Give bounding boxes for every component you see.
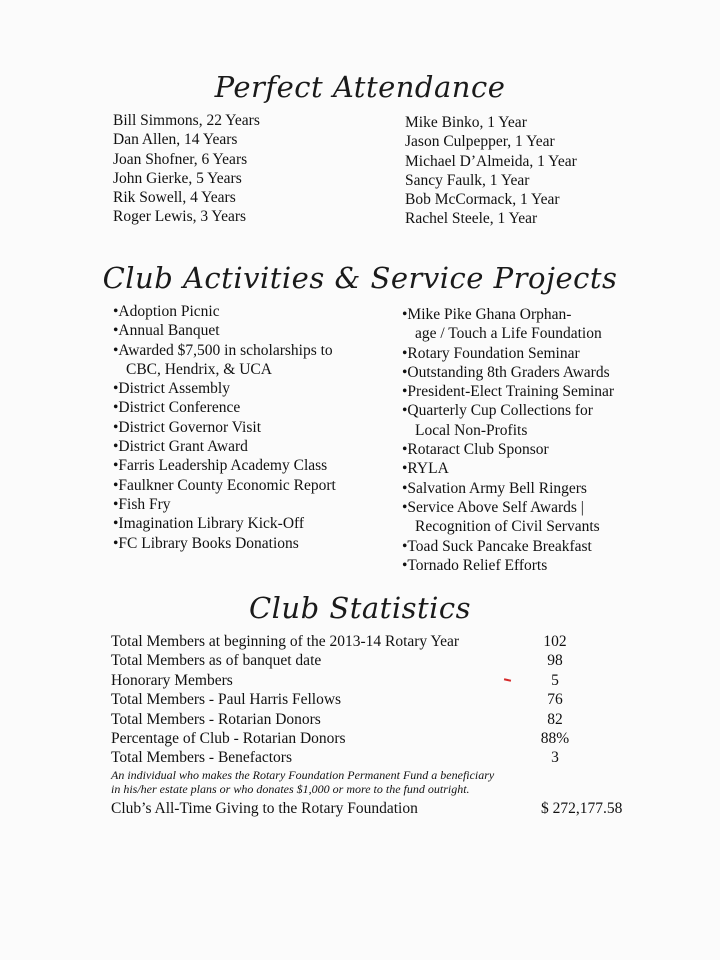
giving-value: $ 272,177.58 bbox=[541, 799, 623, 817]
statistics-row bbox=[111, 748, 651, 767]
activity-item-continuation: CBC, Hendrix, & UCA bbox=[126, 360, 272, 378]
attendance-entry: Rik Sowell, 4 Years bbox=[113, 189, 236, 207]
attendance-entry: John Gierke, 5 Years bbox=[113, 169, 242, 187]
attendance-entry: Jason Culpepper, 1 Year bbox=[405, 133, 555, 151]
statistics-label: Total Members at beginning of the 2013-14 Rotary Year bbox=[111, 633, 460, 650]
activities-right-column bbox=[402, 305, 614, 575]
statistics-value: 3 bbox=[551, 749, 559, 767]
benefactor-note-line: in his/her estate plans or who donates $1,000 or more to the fund outright. bbox=[111, 781, 470, 796]
attendance-entry: Rachel Steele, 1 Year bbox=[405, 210, 538, 228]
attendance-entry: Mike Binko, 1 Year bbox=[405, 114, 527, 131]
activity-item: •Imagination Library Kick-Off bbox=[113, 515, 305, 533]
statistics-label: Percentage of Club - Rotarian Donors bbox=[111, 729, 346, 747]
activity-item: •FC Library Books Donations bbox=[113, 534, 299, 552]
statistics-value: 102 bbox=[543, 633, 567, 650]
statistics-heading: Club Statistics bbox=[248, 591, 472, 625]
activity-item: •Fish Fry bbox=[113, 495, 171, 513]
statistics-value: 98 bbox=[547, 652, 563, 670]
activity-item: •Faulkner County Economic Report bbox=[113, 476, 336, 494]
perfect-attendance-heading: Perfect Attendance bbox=[214, 70, 506, 104]
activity-item: •Salvation Army Bell Ringers bbox=[402, 479, 587, 497]
statistics-value: 5 bbox=[551, 671, 559, 689]
activity-item: •District Grant Award bbox=[113, 438, 248, 456]
statistics-value: 76 bbox=[547, 691, 563, 709]
activity-item: •RYLA bbox=[402, 460, 449, 478]
activity-item: •District Assembly bbox=[113, 380, 230, 398]
activity-item: •Quarterly Cup Collections for bbox=[402, 402, 593, 420]
activity-item: •District Governor Visit bbox=[113, 418, 261, 436]
activity-item-continuation: Recognition of Civil Servants bbox=[415, 518, 600, 536]
activity-item: •Tornado Relief Efforts bbox=[402, 556, 548, 574]
attendance-entry: Michael D’Almeida, 1 Year bbox=[405, 152, 577, 170]
statistics-label: Total Members - Benefactors bbox=[111, 749, 292, 767]
activity-item: •Adoption Picnic bbox=[113, 303, 220, 320]
activity-item: •District Conference bbox=[113, 399, 241, 417]
statistics-label: Total Members as of banquet date bbox=[111, 652, 322, 670]
statistics-row bbox=[111, 729, 651, 748]
activity-item: •Outstanding 8th Graders Awards bbox=[402, 363, 610, 381]
statistics-value: 88% bbox=[540, 729, 570, 747]
statistics-row bbox=[111, 651, 651, 670]
attendance-entry: Roger Lewis, 3 Years bbox=[113, 208, 247, 226]
statistics-row bbox=[111, 632, 651, 651]
statistics-label: Total Members - Rotarian Donors bbox=[111, 710, 321, 728]
activity-item: •Mike Pike Ghana Orphan- bbox=[402, 306, 572, 323]
activity-item: •President-Elect Training Seminar bbox=[402, 383, 615, 401]
attendance-entry: Bill Simmons, 22 Years bbox=[113, 112, 260, 129]
attendance-entry: Joan Shofner, 6 Years bbox=[113, 150, 248, 168]
benefactor-note-line: An individual who makes the Rotary Foundation Permanent Fund a beneficiary bbox=[111, 767, 495, 782]
attendance-entry: Bob McCormack, 1 Year bbox=[405, 191, 560, 209]
activity-item: •Awarded $7,500 in scholarships to bbox=[113, 341, 333, 359]
activity-item: •Rotary Foundation Seminar bbox=[402, 344, 580, 362]
activity-item-continuation: age / Touch a Life Foundation bbox=[415, 325, 602, 343]
activity-item: •Annual Banquet bbox=[113, 322, 220, 340]
attendance-entry: Dan Allen, 14 Years bbox=[113, 131, 238, 149]
activity-item: •Rotaract Club Sponsor bbox=[402, 441, 549, 459]
attendance-right-column bbox=[405, 113, 577, 229]
activity-item-continuation: Local Non-Profits bbox=[415, 421, 528, 439]
activities-left-column bbox=[113, 302, 336, 553]
giving-row bbox=[111, 799, 651, 821]
statistics-value: 82 bbox=[547, 710, 563, 728]
attendance-entry: Sancy Faulk, 1 Year bbox=[405, 171, 530, 189]
attendance-left-column bbox=[113, 111, 260, 227]
statistics-row bbox=[111, 690, 651, 709]
statistics-row bbox=[111, 710, 651, 729]
statistics-label: Total Members - Paul Harris Fellows bbox=[111, 691, 342, 709]
activity-item: •Farris Leadership Academy Class bbox=[113, 457, 328, 475]
statistics-label: Honorary Members bbox=[111, 671, 233, 689]
statistics-row bbox=[111, 671, 651, 690]
activity-item: •Service Above Self Awards | bbox=[402, 498, 584, 516]
activities-heading: Club Activities & Service Projects bbox=[102, 261, 618, 295]
giving-label: Club’s All-Time Giving to the Rotary Foundation bbox=[111, 799, 418, 817]
activity-item: •Toad Suck Pancake Breakfast bbox=[402, 537, 592, 555]
statistics-table bbox=[111, 632, 651, 821]
